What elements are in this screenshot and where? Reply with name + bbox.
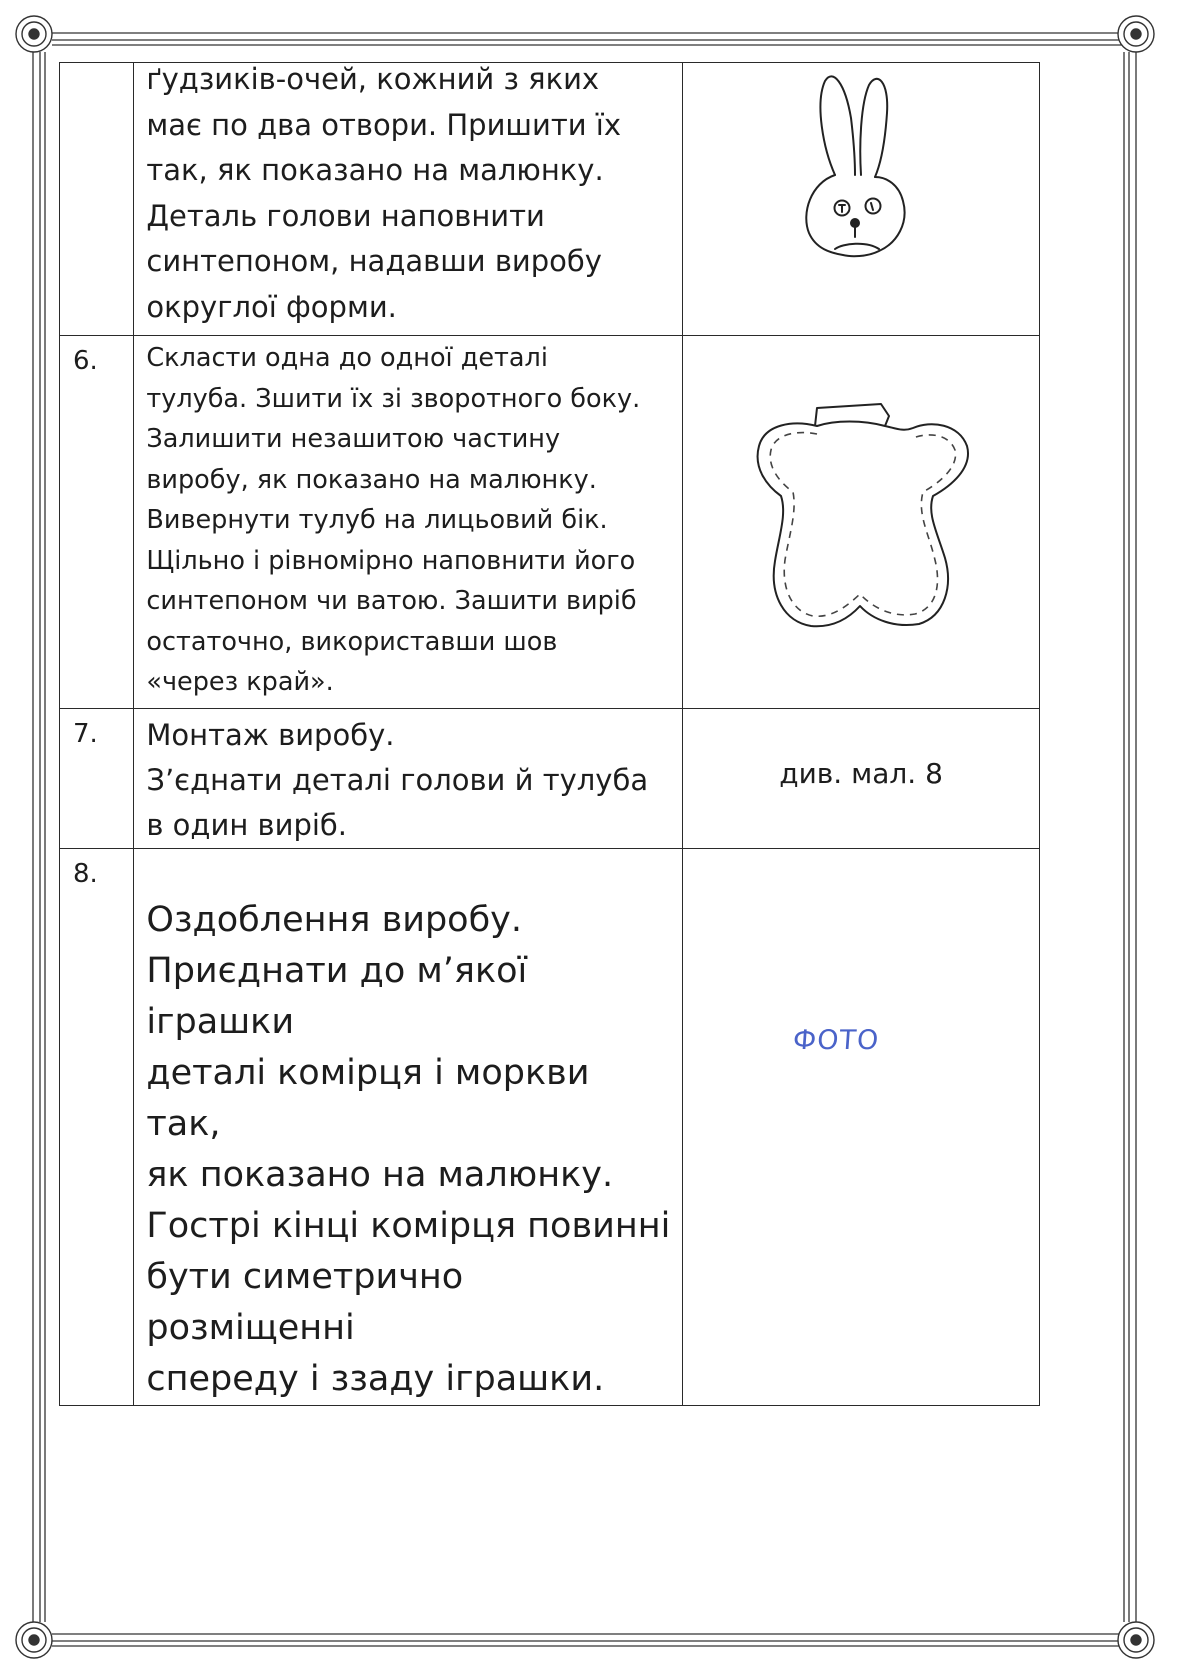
illustration-cell	[683, 63, 1040, 336]
body-pattern-drawing	[683, 336, 1038, 704]
step-number	[60, 63, 133, 73]
reference-cell	[683, 709, 1040, 849]
step-text-cell	[134, 849, 683, 1406]
table-row	[60, 63, 1040, 336]
step-text-cell	[134, 336, 683, 709]
step-text: Монтаж виробу. З’єднати деталі голови й тулуба в один виріб.	[146, 718, 649, 842]
handwritten-photo-note: ФОТО	[792, 1025, 881, 1056]
step-number-cell	[60, 849, 134, 1406]
illustration-cell	[683, 336, 1040, 709]
step-number-cell	[60, 709, 134, 849]
step-number: 6.	[73, 346, 98, 376]
step-number-cell	[60, 63, 134, 336]
step-text: Оздоблення виробу. Приєднати до м’якої іграшки деталі комірця і моркви так, як показано на малюнку. Гострі кінці комірця повинні бути симетрично розміщенні спереду і ззаду іграшки.	[146, 900, 671, 1399]
step-text-cell	[134, 709, 683, 849]
photo-cell	[683, 849, 1040, 1406]
step-number: 8.	[73, 859, 98, 889]
rabbit-head-drawing	[683, 63, 1038, 331]
step-text: ґудзиків-очей, кожний з яких має по два отвори. Пришити їх так, як показано на малюнку. Деталь голови наповнити синтепоном, надавши виробу округлої форми.	[146, 62, 621, 324]
table-row	[60, 709, 1040, 849]
step-number: 7.	[73, 719, 98, 749]
table-row	[60, 336, 1040, 709]
table-row	[60, 849, 1040, 1406]
instruction-table	[59, 62, 1040, 1406]
step-text: Скласти одна до одної деталі тулуба. Зшити їх зі зворотного боку. Залишити незашитою частину виробу, як показано на малюнку. Вивернути тулуб на лицьовий бік. Щільно і рівномірно наповнити його синтепоном чи ватою. Зашити виріб остаточно, використавши шов «через край».	[146, 343, 641, 697]
step-text-cell	[134, 63, 683, 336]
figure-reference: див. мал. 8	[779, 757, 943, 790]
nose-dot	[850, 218, 860, 228]
step-number-cell	[60, 336, 134, 709]
